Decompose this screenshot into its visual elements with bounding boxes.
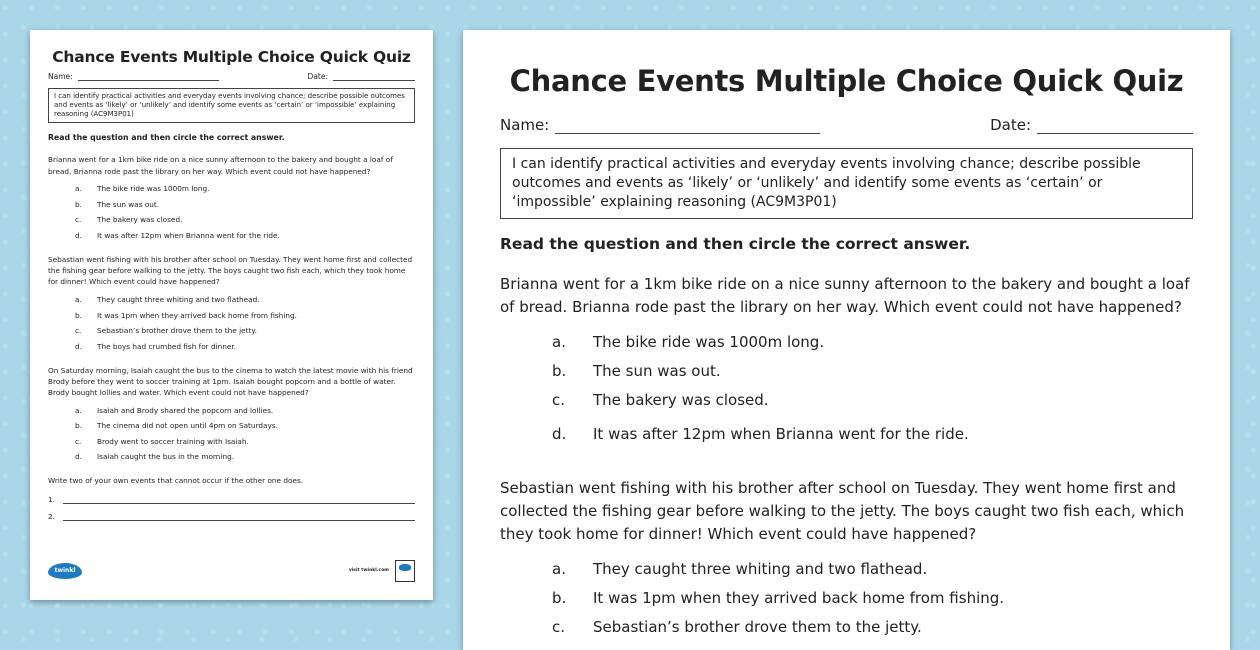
write-line-number: 1. — [48, 494, 55, 504]
thumbnail-options-3 — [48, 403, 415, 465]
thumbnail-options-1 — [48, 181, 415, 243]
option-text: The cinema did not open until 4pm on Saturdays. — [97, 421, 278, 431]
option-text: The bakery was closed. — [97, 215, 183, 225]
page-title: Chance Events Multiple Choice Quick Quiz — [509, 64, 1184, 98]
thumbnail-option — [75, 307, 415, 323]
thumbnail-date-label: Date: — [307, 72, 328, 81]
option-text: Sebastian’s brother drove them to the jetty. — [593, 617, 922, 636]
option-letter: c. — [75, 436, 82, 446]
option-text: The boys had crumbed fish for dinner. — [97, 341, 237, 351]
option-item[interactable] — [552, 419, 1193, 448]
option-letter: a. — [552, 559, 566, 578]
option-letter: a. — [75, 184, 82, 194]
twinkl-logo: twinkl — [48, 563, 82, 579]
question-1: Brianna went for a 1km bike ride on a nice sunny afternoon to the bakery and bought a loaf of bread. Brianna rode past the library on her way. Which event could not have happened? — [500, 275, 1190, 316]
options-question-1 — [500, 327, 1193, 448]
name-label: Name: — [500, 116, 550, 134]
option-item[interactable] — [552, 554, 1193, 583]
option-text: The sun was out. — [593, 361, 721, 380]
option-text: The bakery was closed. — [593, 390, 769, 409]
thumbnail-option — [75, 338, 415, 354]
option-text: It was after 12pm when Brianna went for the ride. — [97, 230, 280, 240]
thumbnail-objective-box: I can identify practical activities and everyday events involving chance; describe possible outcomes and events as ‘likely’ or ‘unlikely’ and identify some events as ‘certain’ or ‘impossible’ explaining reasoning (AC9M3P01) — [48, 88, 415, 123]
option-letter: b. — [552, 588, 567, 607]
thumbnail-option — [75, 196, 415, 212]
option-letter: a. — [75, 295, 82, 305]
option-text: They caught three whiting and two flathead. — [593, 559, 928, 578]
thumbnail-options-2 — [48, 292, 415, 354]
thumbnail-option — [75, 403, 415, 419]
option-text: They caught three whiting and two flathead. — [97, 295, 260, 305]
write-line-rule — [63, 495, 415, 504]
worksheet-thumbnail[interactable] — [30, 30, 433, 600]
option-letter: c. — [552, 390, 566, 409]
thumbnail-title: Chance Events Multiple Choice Quick Quiz — [52, 48, 411, 66]
write-line-number: 2. — [48, 511, 55, 521]
visit-site-text: visit twinkl.com — [348, 568, 389, 573]
name-line — [555, 117, 820, 134]
options-question-2 — [500, 554, 1193, 641]
option-letter: d. — [75, 230, 82, 240]
option-text: The bike ride was 1000m long. — [97, 184, 210, 194]
worksheet-main[interactable] — [463, 30, 1230, 650]
option-item[interactable] — [552, 385, 1193, 414]
thumbnail-option — [75, 227, 415, 243]
thumbnail-write-line-2 — [48, 512, 415, 521]
thumbnail-write-line-1 — [48, 495, 415, 504]
thumbnail-name-line — [78, 72, 219, 81]
option-text: Sebastian’s brother drove them to the jetty. — [97, 326, 257, 336]
option-letter: c. — [75, 326, 82, 336]
option-letter: d. — [75, 452, 82, 462]
thumbnail-option — [75, 434, 415, 450]
option-item[interactable] — [552, 612, 1193, 641]
option-letter: b. — [75, 310, 82, 320]
option-text: Isaiah and Brody shared the popcorn and lollies. — [97, 405, 274, 415]
option-letter: c. — [75, 215, 82, 225]
thumbnail-instruction: Read the question and then circle the correct answer. — [48, 133, 285, 143]
thumbnail-date-line — [333, 72, 415, 81]
name-date-row — [500, 116, 1193, 134]
option-item[interactable] — [552, 583, 1193, 612]
option-letter: a. — [552, 332, 566, 351]
thumbnail-question-2: Sebastian went fishing with his brother after school on Tuesday. They went home first and collected the fishing gear before walking to the jetty. The boys caught two fish each, which they took home for dinner! Which event could have happened? — [48, 254, 413, 287]
option-text: The sun was out. — [97, 199, 160, 209]
option-letter: b. — [552, 361, 567, 380]
thumbnail-name-label: Name: — [48, 72, 73, 81]
option-text: Isaiah caught the bus in the morning. — [97, 452, 235, 462]
option-letter: a. — [75, 405, 82, 415]
date-line — [1037, 117, 1193, 134]
thumbnail-option — [75, 323, 415, 339]
option-letter: b. — [75, 421, 82, 431]
thumbnail-write-prompt: Write two of your own events that cannot occur if the other one does. — [48, 475, 304, 485]
option-letter: d. — [552, 424, 567, 443]
option-text: The bike ride was 1000m long. — [593, 332, 825, 351]
thumbnail-option — [75, 181, 415, 197]
thumbnail-option — [75, 418, 415, 434]
date-label: Date: — [990, 116, 1031, 134]
thumbnail-question-1: Brianna went for a 1km bike ride on a nice sunny afternoon to the bakery and bought a loaf of bread. Brianna rode past the library on her way. Which event could not have happened? — [48, 155, 393, 176]
option-letter: d. — [75, 341, 82, 351]
option-text: It was after 12pm when Brianna went for the ride. — [593, 424, 969, 443]
objective-box: I can identify practical activities and everyday events involving chance; describe possible outcomes and events as ‘likely’ or ‘unlikely’ and identify some events as ‘certain’ or ‘impossible’ explaining reasoning (AC9M3P01) — [500, 148, 1193, 219]
option-letter: c. — [552, 617, 566, 636]
thumbnail-name-date-row — [48, 72, 415, 81]
thumbnail-option — [75, 212, 415, 228]
option-item[interactable] — [552, 356, 1193, 385]
write-line-rule — [63, 512, 415, 521]
instruction-text: Read the question and then circle the correct answer. — [500, 235, 971, 253]
option-text: It was 1pm when they arrived back home from fishing. — [97, 310, 297, 320]
option-text: Brody went to soccer training with Isaiah. — [97, 436, 249, 446]
option-item[interactable] — [552, 327, 1193, 356]
option-letter: b. — [75, 199, 82, 209]
thumbnail-option — [75, 449, 415, 465]
question-2: Sebastian went fishing with his brother after school on Tuesday. They went home first and collected the fishing gear before walking to the jetty. The boys caught two fish each, which they took home for dinner! Which event could have happened? — [500, 479, 1185, 543]
option-text: It was 1pm when they arrived back home from fishing. — [593, 588, 1005, 607]
award-badge-icon — [395, 560, 415, 582]
thumbnail-footer — [48, 560, 415, 584]
thumbnail-option — [75, 292, 415, 308]
thumbnail-question-3: On Saturday morning, Isaiah caught the bus to the cinema to watch the latest movie with his friend Brody before they went to soccer training at 1pm. Isaiah bought popcorn and a bottle of water. Brody bought lollies and water. Which event could not have happened? — [48, 365, 413, 398]
